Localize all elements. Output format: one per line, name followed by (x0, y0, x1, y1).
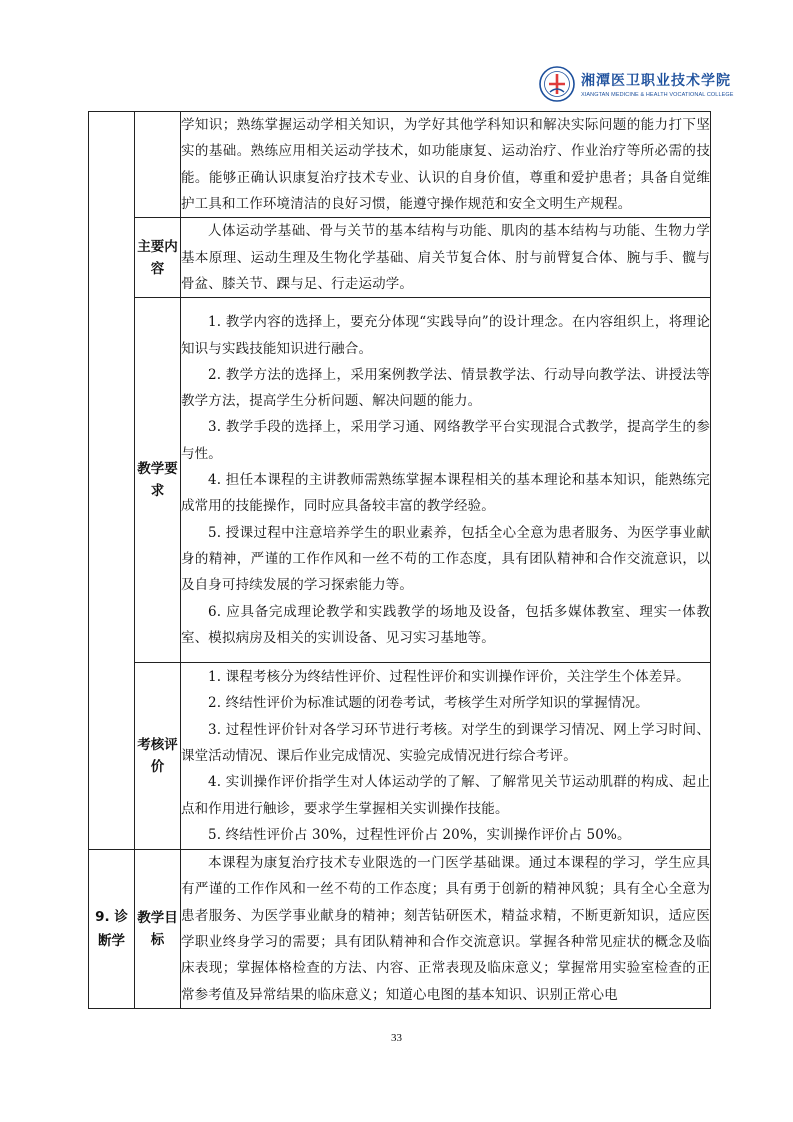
logo-name-en: XIANGTAN MEDICINE & HEALTH VOCATIONAL COLLEGE (581, 92, 734, 98)
row-diagnostics (89, 850, 711, 1009)
teaching-req-item: 1. 教学内容的选择上，要充分体现“实践导向”的设计理念。在内容组织上，将理论知识与实践技能知识进行融合。 (181, 314, 710, 357)
diagnostics-objectives-label: 教学目标 (135, 850, 181, 1009)
teaching-req-item: 6. 应具备完成理论教学和实践教学的场地及设备，包括多媒体教室、理实一体教室、模拟病房及相关的实训设备、见习实习基地等。 (181, 603, 710, 646)
course-cell-continued (89, 112, 135, 850)
diagnostics-course-label: 9. 诊断学 (89, 850, 135, 1009)
assessment-item: 3. 过程性评价针对各学习环节进行考核。对学生的到课学习情况、网上学习时间、课堂活动情况、课后作业完成情况、实验完成情况进行综合考评。 (181, 721, 710, 765)
logo-name-cn: 湘潭医卫职业技术学院 (581, 73, 731, 89)
main-content-cell (181, 218, 711, 298)
objectives-cell (181, 112, 711, 218)
page-number: 33 (391, 1032, 402, 1044)
objectives-label-continued (135, 112, 181, 218)
assessment-item: 2. 终结性评价为标准试题的闭卷考试，考核学生对所学知识的掌握情况。 (208, 695, 649, 712)
teaching-req-label: 教学要求 (135, 298, 181, 663)
curriculum-table (88, 111, 711, 1009)
assessment-item: 5. 终结性评价占 30%，过程性评价占 20%，实训操作评价占 50%。 (208, 826, 631, 843)
teaching-req-item: 3. 教学手段的选择上，采用学习通、网络教学平台实现混合式教学，提高学生的参与性。 (181, 419, 710, 462)
college-emblem-icon (539, 66, 575, 102)
row-objectives-continued (89, 112, 711, 218)
assessment-item: 4. 实训操作评价指学生对人体运动学的了解、了解常见关节运动肌群的构成、起止点和作用进行触诊，要求学生掌握相关实训操作技能。 (181, 774, 710, 817)
assessment-label: 考核评价 (135, 663, 181, 850)
logo-text (581, 70, 734, 98)
diagnostics-objectives-cell (181, 850, 711, 1009)
diagnostics-objectives-text: 本课程为康复治疗技术专业限选的一门医学基础课。通过本课程的学习，学生应具有严谨的工作作风和一丝不苟的工作态度；具有勇于创新的精神风貌；具有全心全意为患者服务、为医学事业献身的精神；刻苦钻研医术，精益求精，不断更新知识，适应医学职业终身学习的需要；具有团队精神和合作交流意识。掌握各种常见症状的概念及临床表现；掌握体格检查的方法、内容、正常表现及临床意义；掌握常用实验室检查的正常参考值及异常结果的临床意义；知道心电图的基本知识、识别正常心电 (181, 855, 710, 1003)
teaching-req-item: 4. 担任本课程的主讲教师需熟练掌握本课程相关的基本理论和基本知识，能熟练完成常用的技能操作，同时应具备较丰富的教学经验。 (181, 472, 710, 515)
teaching-req-item: 2. 教学方法的选择上，采用案例教学法、情景教学法、行动导向教学法、讲授法等教学方法，提高学生分析问题、解决问题的能力。 (181, 366, 710, 410)
objectives-text: 学知识；熟练掌握运动学相关知识，为学好其他学科知识和解决实际问题的能力打下坚实的基础。熟练应用相关运动学技术，如功能康复、运动治疗、作业治疗等所必需的技能。能够正确认识康复治疗技术专业、认识的自身价值，尊重和爱护患者；具备自觉维护工具和工作环境清洁的良好习惯，能遵守操作规范和安全文明生产规程。 (181, 117, 710, 212)
assessment-item: 1. 课程考核分为终结性评价、过程性评价和实训操作评价，关注学生个体差异。 (208, 669, 690, 686)
college-logo (539, 66, 734, 106)
row-assessment (89, 663, 711, 850)
assessment-cell (181, 663, 711, 850)
row-teaching-requirements (89, 298, 711, 663)
teaching-req-item: 5. 授课过程中注意培养学生的职业素养，包括全心全意为患者服务、为医学事业献身的精神，严谨的工作作风和一丝不苟的工作态度，具有团队精神和合作交流意识，以及自身可持续发展的学习探索能力等。 (181, 524, 710, 594)
row-main-content (89, 218, 711, 298)
main-content-text: 人体运动学基础、骨与关节的基本结构与功能、肌肉的基本结构与功能、生物力学基本原理、运动生理及生物化学基础、肩关节复合体、肘与前臂复合体、腕与手、髋与骨盆、膝关节、踝与足、行走运动学。 (181, 223, 710, 292)
teaching-req-cell (181, 298, 711, 663)
main-content-label: 主要内容 (135, 218, 181, 298)
